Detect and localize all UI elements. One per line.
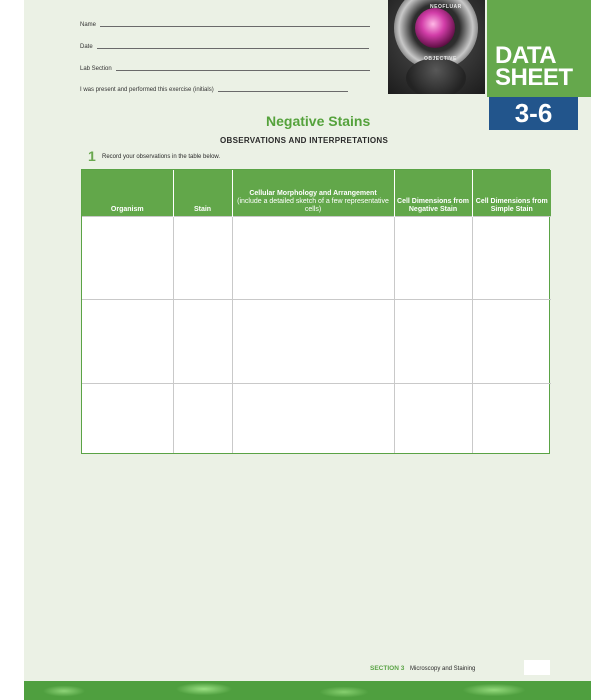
badge-line2: SHEET — [495, 64, 573, 91]
lens-text-top: NEOFLUAR — [430, 4, 462, 10]
lab-section-field[interactable] — [80, 66, 370, 72]
cell-simple-dimensions[interactable] — [472, 217, 551, 300]
table-row — [82, 217, 551, 300]
present-line — [218, 91, 348, 92]
lens-text-bottom: OBJECTIVE — [424, 56, 457, 62]
badge-line1: DATA — [495, 42, 557, 69]
cell-negative-dimensions[interactable] — [394, 383, 472, 453]
date-field[interactable] — [80, 44, 369, 50]
badge-number: 3-6 — [489, 97, 578, 130]
date-label: Date — [80, 44, 93, 50]
header-organism: Organism — [82, 170, 173, 217]
cell-organism[interactable] — [82, 300, 173, 383]
data-sheet-badge — [487, 0, 591, 97]
page-footer — [370, 665, 475, 672]
step-instruction: Record your observations in the table below. — [102, 154, 221, 160]
present-label: I was present and performed this exercise (initials) — [80, 87, 214, 93]
cell-stain[interactable] — [173, 217, 232, 300]
date-line — [97, 48, 369, 49]
data-sheet-page — [24, 0, 591, 700]
name-line — [100, 26, 370, 27]
name-label: Name — [80, 22, 97, 28]
cell-simple-dimensions[interactable] — [472, 383, 551, 453]
observations-table — [81, 169, 550, 454]
cell-morphology[interactable] — [232, 217, 394, 300]
footer-section: SECTION 3 — [370, 665, 405, 672]
lab-section-line — [116, 70, 370, 71]
present-field[interactable] — [80, 87, 348, 93]
table-header-row — [82, 170, 551, 217]
cell-stain[interactable] — [173, 300, 232, 383]
cell-negative-dimensions[interactable] — [394, 217, 472, 300]
cell-negative-dimensions[interactable] — [394, 300, 472, 383]
lens-lower — [406, 58, 466, 94]
cell-stain[interactable] — [173, 383, 232, 453]
decorative-bottom-strip — [24, 681, 591, 700]
cell-organism[interactable] — [82, 217, 173, 300]
footer-tab — [524, 660, 550, 675]
name-field[interactable] — [80, 22, 370, 28]
footer-text: Microscopy and Staining — [409, 666, 476, 672]
page-subtitle: OBSERVATIONS AND INTERPRETATIONS — [220, 136, 389, 145]
page-title: Negative Stains — [266, 113, 371, 129]
cell-organism[interactable] — [82, 383, 173, 453]
microscope-objective-photo — [388, 0, 485, 94]
cell-morphology[interactable] — [232, 383, 394, 453]
header-negative-dimensions: Cell Dimensions from Negative Stain — [394, 170, 472, 217]
table-row — [82, 300, 551, 383]
step-number: 1 — [88, 148, 96, 164]
cell-simple-dimensions[interactable] — [472, 300, 551, 383]
table-row — [82, 383, 551, 453]
header-morphology: Cellular Morphology and Arrangement (include a detailed sketch of a few representative cells) — [232, 170, 394, 217]
lab-section-label: Lab Section — [80, 66, 112, 72]
header-stain: Stain — [173, 170, 232, 217]
header-simple-dimensions: Cell Dimensions from Simple Stain — [472, 170, 551, 217]
cell-morphology[interactable] — [232, 300, 394, 383]
lens-glass — [415, 8, 455, 48]
